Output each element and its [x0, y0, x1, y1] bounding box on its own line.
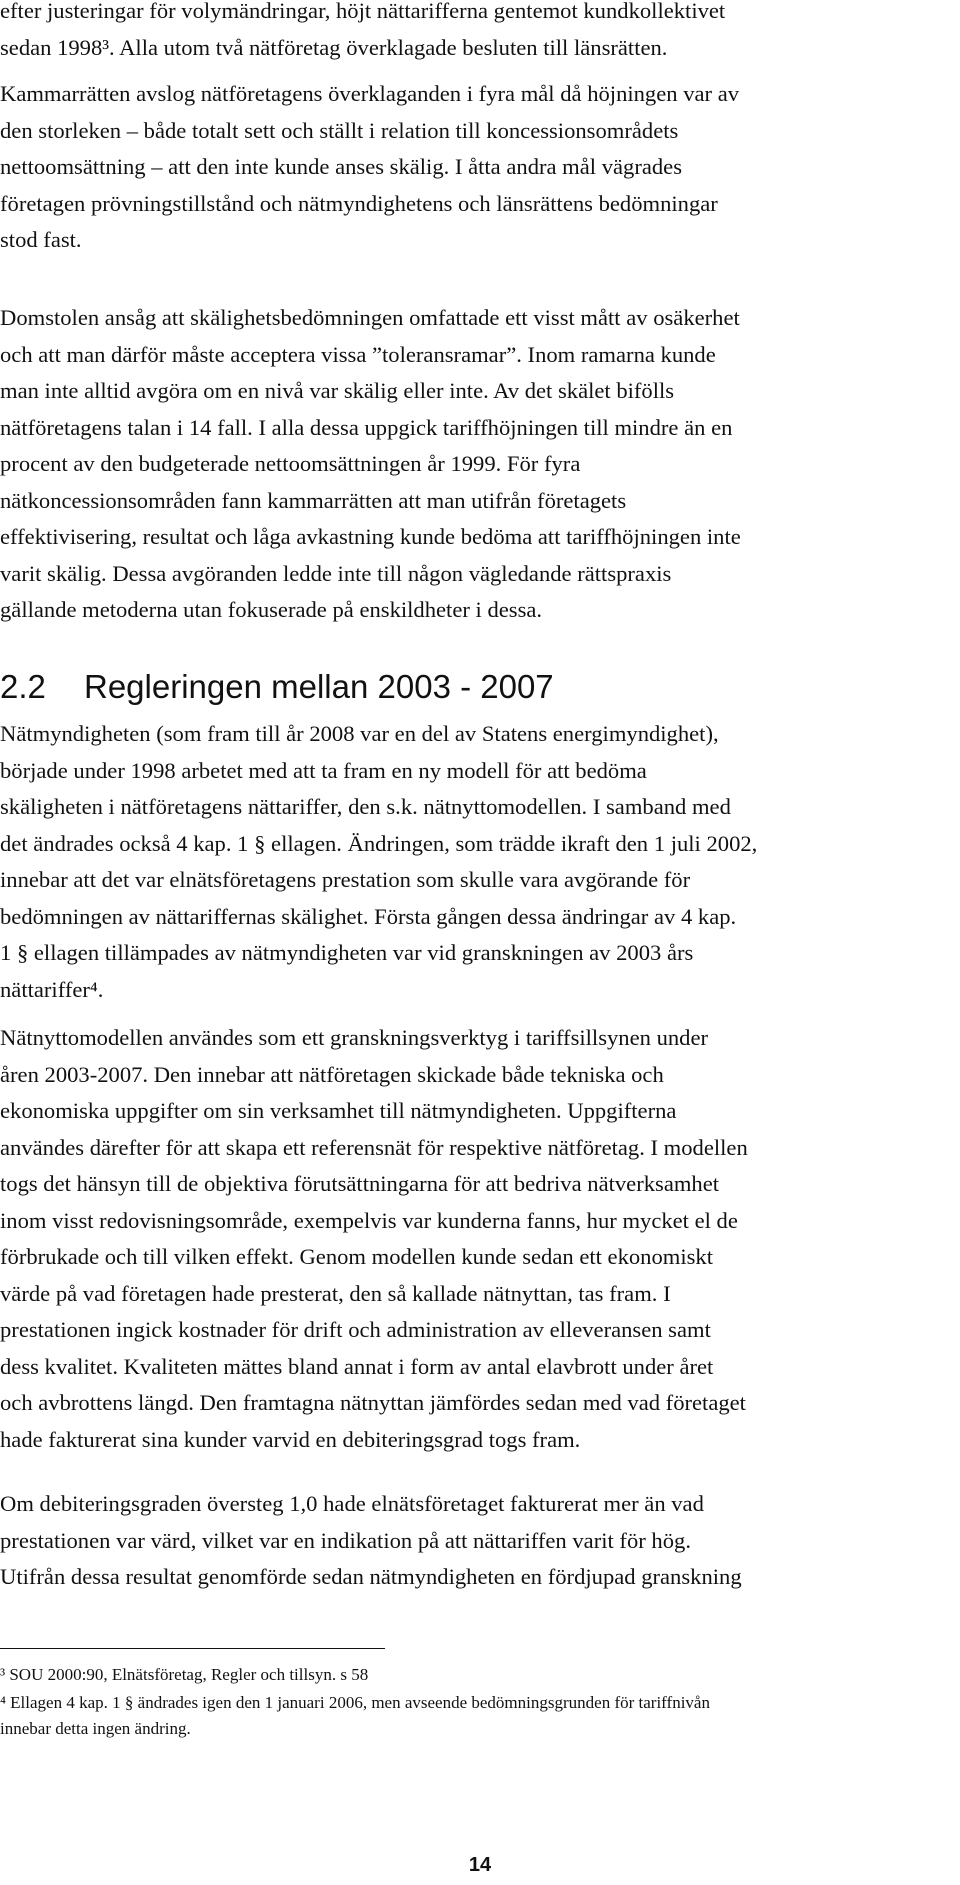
text-line: hade fakturerat sina kunder varvid en debiteringsgrad togs fram. [0, 1426, 581, 1452]
text-line: nättariffer⁴. [0, 976, 104, 1002]
text-line: gällande metoderna utan fokuserade på enskildheter i dessa. [0, 597, 543, 622]
text-line: nätkoncessionsområden fann kammarrätten att man utifrån företagets [0, 487, 627, 513]
text-line: den storleken – både totalt sett och ställt i relation till koncessionsområdets [0, 117, 679, 143]
footnote-line: ⁴ Ellagen 4 kap. 1 § ändrades igen den 1 januari 2006, men avseende bedömningsgrunden för tariffnivån [0, 1693, 710, 1712]
text-line: det ändrades också 4 kap. 1 § ellagen. Ändringen, som trädde ikraft den 1 juli 2002, [0, 830, 758, 856]
footnote [0, 1690, 958, 1742]
text-line: började under 1998 arbetet med att ta fram en ny modell för att bedöma [0, 757, 647, 783]
section-heading [0, 663, 554, 711]
paragraph [0, 0, 958, 66]
text-line: nettoomsättning – att den inte kunde anses skälig. I åtta andra mål vägrades [0, 154, 683, 179]
text-line: prestationen ingick kostnader för drift och administration av elleveransen samt [0, 1317, 711, 1342]
text-line: ekonomiska uppgifter om sin verksamhet till nätmyndigheten. Uppgifterna [0, 1098, 677, 1123]
paragraph [0, 716, 958, 1008]
text-line: togs det hänsyn till de objektiva förutsättningarna för att bedriva nätverksamhet [0, 1171, 720, 1196]
text-line: Utifrån dessa resultat genomförde sedan nätmyndigheten en fördjupad granskning [0, 1564, 742, 1589]
text-line: och att man därför måste acceptera vissa ”toleransramar”. Inom ramarna kunde [0, 341, 716, 367]
text-line: företagen prövningstillstånd och nätmyndighetens och länsrättens bedömningar [0, 190, 718, 216]
text-line: procent av den budgeterade nettoomsättningen år 1999. För fyra [0, 451, 581, 476]
text-line: efter justeringar för volymändringar, höjt nättarifferna gentemot kundkollektivet [0, 0, 726, 23]
page-number: 14 [468, 1854, 492, 1876]
text-line: Nätnyttomodellen användes som ett granskningsverktyg i tariffsillsynen under [0, 1025, 709, 1050]
text-line: varit skälig. Dessa avgöranden ledde inte till någon vägledande rättspraxis [0, 560, 672, 586]
text-line: Domstolen ansåg att skälighetsbedömningen omfattade ett visst mått av osäkerhet [0, 305, 740, 330]
section-number: 2.2 [0, 668, 46, 705]
text-line: skäligheten i nätföretagens nättariffer, den s.k. nätnyttomodellen. I samband med [0, 794, 731, 819]
text-line: nätföretagens talan i 14 fall. I alla dessa uppgick tariffhöjningen till mindre än en [0, 414, 733, 440]
text-line: Kammarrätten avslog nätföretagens överklaganden i fyra mål då höjningen var av [0, 81, 740, 106]
text-line: förbrukade och till vilken effekt. Genom modellen kunde sedan ett ekonomiskt [0, 1244, 713, 1269]
paragraph [0, 76, 958, 259]
paragraph [0, 300, 958, 629]
text-line: åren 2003-2007. Den innebar att nätföretagen skickade både tekniska och [0, 1061, 664, 1087]
text-line: inom visst redovisningsområde, exempelvis var kunderna fanns, hur mycket el de [0, 1207, 738, 1233]
footnote-line: ³ SOU 2000:90, Elnätsföretag, Regler och tillsyn. s 58 [0, 1665, 369, 1684]
text-line: dess kvalitet. Kvaliteten mättes bland annat i form av antal elavbrott under året [0, 1353, 714, 1379]
text-line: prestationen var värd, vilket var en indikation på att nättariffen varit för hög. [0, 1527, 691, 1553]
text-line: innebar att det var elnätsföretagens prestation som skulle vara avgörande för [0, 867, 691, 892]
footnote-separator [0, 1648, 385, 1649]
text-line: sedan 1998³. Alla utom två nätföretag överklagade besluten till länsrätten. [0, 34, 668, 60]
text-line: användes därefter för att skapa ett referensnät för respektive nätföretag. I modellen [0, 1134, 748, 1160]
text-line: stod fast. [0, 227, 82, 252]
text-line: Nätmyndigheten (som fram till år 2008 var en del av Statens energimyndighet), [0, 721, 719, 746]
section-title: Regleringen mellan 2003 - 2007 [84, 668, 554, 705]
text-line: värde på vad företagen hade presterat, den så kallade nätnyttan, tas fram. I [0, 1280, 671, 1306]
text-line: effektivisering, resultat och låga avkastning kunde bedöma att tariffhöjningen inte [0, 524, 741, 549]
footnote [0, 1662, 958, 1688]
paragraph [0, 1486, 958, 1596]
text-line: och avbrottens längd. Den framtagna nätnyttan jämfördes sedan med vad företaget [0, 1390, 746, 1415]
text-line: 1 § ellagen tillämpades av nätmyndigheten var vid granskningen av 2003 års [0, 940, 694, 965]
text-line: Om debiteringsgraden översteg 1,0 hade elnätsföretaget fakturerat mer än vad [0, 1491, 704, 1516]
footnote-line: innebar detta ingen ändring. [0, 1719, 191, 1738]
paragraph [0, 1020, 958, 1458]
text-line: man inte alltid avgöra om en nivå var skälig eller inte. Av det skälet bifölls [0, 378, 675, 403]
text-line: bedömningen av nättariffernas skälighet. Första gången dessa ändringar av 4 kap. [0, 903, 737, 929]
